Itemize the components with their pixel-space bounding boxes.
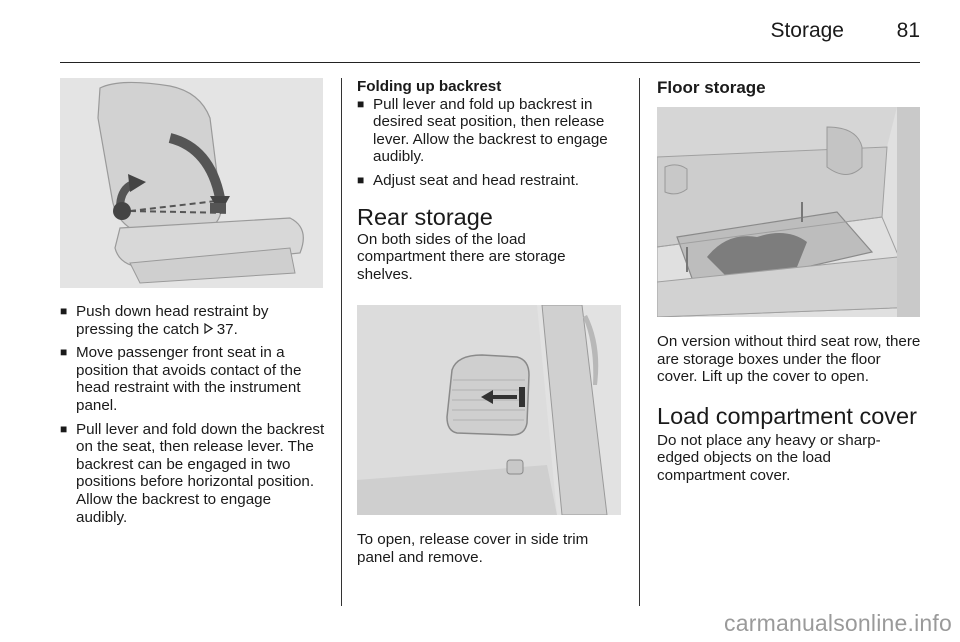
watermark: carmanualsonline.info	[724, 610, 952, 636]
page-header	[60, 0, 920, 63]
bullet-icon: ■	[60, 304, 68, 318]
bullet-text: Push down head restraint by pressing the catch	[76, 303, 269, 338]
floor-storage-svg	[657, 107, 920, 317]
bullet-icon: ■	[60, 421, 68, 436]
seat-folding-illustration	[60, 78, 323, 288]
list-item	[357, 96, 627, 166]
floor-storage-block	[657, 78, 922, 98]
bullet-icon: ■	[357, 96, 365, 111]
middle-column-text	[357, 78, 627, 283]
bullet-text: Move passenger front seat in a position that avoids contact of the head restraint with the instrument panel.	[76, 344, 302, 414]
list-item	[60, 344, 325, 414]
bullet-text: Adjust seat and head restraint.	[373, 171, 580, 189]
list-item	[60, 421, 325, 527]
rear-storage-heading: Rear storage	[357, 203, 493, 230]
page-title: Storage	[770, 19, 844, 42]
left-column-text	[60, 303, 325, 532]
column-divider-2	[639, 78, 640, 606]
list-item	[357, 172, 627, 190]
bullet-text: Pull lever and fold up backrest in desired seat position, then release lever. Allow the backrest to engage audibly.	[373, 95, 608, 166]
page-number: 81	[896, 19, 920, 42]
rear-storage-illustration	[357, 305, 621, 515]
bullet-text: Pull lever and fold down the backrest on the seat, then release lever. The backrest can be engaged in two positions before horizontal position. Allow the backrest to engage audibly.	[76, 420, 325, 526]
load-compartment-cover-heading: Load compartment cover	[657, 402, 917, 429]
left-bullet-list	[60, 303, 325, 526]
rear-storage-caption: To open, release cover in side trim panel and remove.	[357, 531, 589, 566]
column-divider-1	[341, 78, 342, 606]
folding-up-backrest-heading: Folding up backrest	[357, 78, 502, 95]
floor-storage-illustration	[657, 107, 920, 317]
rear-storage-svg	[357, 305, 621, 515]
rear-storage-text: On both sides of the load compartment there are storage shelves.	[357, 230, 566, 283]
seat-illustration-svg	[60, 78, 323, 288]
load-compartment-cover-text: Do not place any heavy or sharp-edged objects on the load compartment cover.	[657, 431, 881, 484]
floor-storage-heading: Floor storage	[657, 78, 766, 97]
bullet-icon: ■	[60, 345, 68, 360]
list-item	[60, 303, 325, 338]
right-column-text	[657, 333, 922, 485]
bullet-icon: ■	[357, 172, 365, 187]
page-ref-link[interactable]: 37.	[216, 320, 238, 338]
page-ref-arrow-icon	[204, 321, 217, 338]
middle-bullet-list	[357, 96, 627, 190]
floor-storage-text: On version without third seat row, there are storage boxes under the floor cover. Lift up the cover to open.	[657, 333, 921, 386]
